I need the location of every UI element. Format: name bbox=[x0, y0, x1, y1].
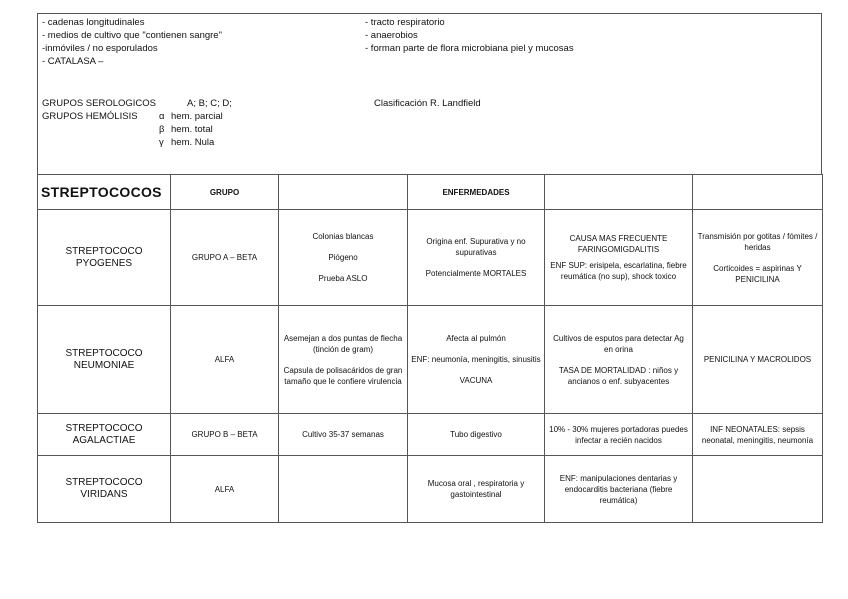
gamma-symbol: γ bbox=[159, 137, 164, 148]
hemolysis-type: hem. parcial bbox=[171, 111, 223, 122]
table-row bbox=[38, 414, 823, 456]
note-line: - anaerobios bbox=[365, 30, 418, 41]
species-name: STREPTOCOCO VIRIDANS bbox=[38, 456, 171, 523]
treatment-cell bbox=[693, 414, 823, 456]
disease-item: ENF: neumonía, meningitis, sinusitis bbox=[411, 355, 541, 364]
note-line: -inmóviles / no esporulados bbox=[42, 43, 158, 54]
feature-item: Piógeno bbox=[328, 253, 358, 262]
notes-cell bbox=[545, 210, 693, 306]
group-cell: ALFA bbox=[171, 306, 279, 414]
disease-item: Mucosa oral , respiratoria y gastointestinal bbox=[427, 479, 525, 499]
serologic-groups-label: GRUPOS SEROLOGICOS bbox=[42, 98, 157, 109]
table-row bbox=[38, 306, 823, 414]
treatment-cell bbox=[693, 306, 823, 414]
disease-item: Tubo digestivo bbox=[450, 430, 502, 439]
streptococci-table bbox=[37, 174, 823, 523]
characteristics-list-right bbox=[365, 16, 574, 55]
header-notes bbox=[37, 13, 822, 174]
species-name: STREPTOCOCO AGALACTIAE bbox=[38, 414, 171, 456]
group-header: GRUPO bbox=[171, 175, 279, 210]
note-line: - cadenas longitudinales bbox=[42, 17, 145, 28]
species-name: STREPTOCOCO NEUMONIAE bbox=[38, 306, 171, 414]
group-cell: ALFA bbox=[171, 456, 279, 523]
empty-header-cell bbox=[279, 175, 408, 210]
species-name: STREPTOCOCO PYOGENES bbox=[38, 210, 171, 306]
feature-item: Asemejan a dos puntas de flecha (tinción de gram) bbox=[283, 333, 403, 354]
table-title: STREPTOCOCOS bbox=[38, 175, 171, 210]
alpha-symbol: α bbox=[159, 111, 165, 122]
disease-item: Origina enf. Supurativa y no supurativas bbox=[426, 237, 526, 257]
diseases-cell bbox=[408, 414, 545, 456]
hemolysis-type: hem. Nula bbox=[171, 137, 215, 148]
diseases-cell bbox=[408, 306, 545, 414]
feature-item: Prueba ASLO bbox=[318, 274, 368, 283]
diseases-header: ENFERMEDADES bbox=[408, 175, 545, 210]
note-line: - CATALASA – bbox=[42, 56, 104, 67]
note-line: - medios de cultivo que "contienen sangre" bbox=[42, 30, 222, 41]
characteristics-list bbox=[42, 16, 222, 68]
beta-symbol: β bbox=[159, 124, 165, 135]
features-cell bbox=[279, 456, 408, 523]
diseases-cell bbox=[408, 456, 545, 523]
treatment-item: Transmisión por gotitas / fómites / heridas bbox=[697, 231, 818, 252]
document-sheet bbox=[37, 13, 822, 523]
empty-header-cell bbox=[545, 175, 693, 210]
features-cell bbox=[279, 306, 408, 414]
table-header-row bbox=[38, 175, 823, 210]
group-cell: GRUPO A – BETA bbox=[171, 210, 279, 306]
disease-item: VACUNA bbox=[459, 376, 493, 385]
note-line: - tracto respiratorio bbox=[365, 17, 445, 28]
note-line: - forman parte de flora microbiana piel y mucosas bbox=[365, 43, 574, 54]
serologic-types: A; B; C; D; bbox=[187, 98, 232, 109]
disease-item: Afecta al pulmón bbox=[446, 334, 506, 343]
features-cell bbox=[279, 414, 408, 456]
treatment-item: INF NEONATALES: sepsis neonatal, meningitis, neumonía bbox=[701, 424, 814, 445]
treatment-item: PENICILINA Y MACROLIDOS bbox=[703, 355, 812, 364]
classification-label: Clasificación R. Landfield bbox=[374, 98, 481, 109]
notes-cell bbox=[545, 414, 693, 456]
treatment-item: Corticoides = aspirinas Y PENICILINA bbox=[713, 263, 802, 284]
note-item: ENF: manipulaciones dentarias y endocarditis bacteriana (fiebre reumática) bbox=[559, 473, 678, 505]
table-row bbox=[38, 210, 823, 306]
note-item: Cultivos de esputos para detectar Ag en orina bbox=[553, 333, 684, 354]
notes-cell bbox=[545, 456, 693, 523]
hemolysis-type: hem. total bbox=[171, 124, 213, 135]
table-row bbox=[38, 456, 823, 523]
hemolysis-groups-label: GRUPOS HEMÓLISIS bbox=[42, 111, 138, 122]
note-item: CAUSA MAS FRECUENTE FARINGOMIGDALITIS bbox=[569, 234, 668, 254]
diseases-cell bbox=[408, 210, 545, 306]
group-cell: GRUPO B – BETA bbox=[171, 414, 279, 456]
features-cell bbox=[279, 210, 408, 306]
feature-item: Capsula de polisacáridos de gran tamaño que le confiere virulencia bbox=[283, 365, 403, 386]
treatment-cell bbox=[693, 456, 823, 523]
notes-cell bbox=[545, 306, 693, 414]
disease-item: Potencialmente MORTALES bbox=[425, 269, 527, 278]
note-item: 10% - 30% mujeres portadoras puedes infectar a recién nacidos bbox=[549, 424, 688, 445]
treatment-cell bbox=[693, 210, 823, 306]
note-item: ENF SUP: erisipela, escarlatina, fiebre reumática (no sup), shock toxico bbox=[550, 261, 687, 281]
empty-header-cell bbox=[693, 175, 823, 210]
feature-item: Cultivo 35-37 semanas bbox=[302, 430, 384, 439]
feature-item: Colonias blancas bbox=[312, 232, 374, 241]
note-item: TASA DE MORTALIDAD : niños y ancianos o enf. subyacentes bbox=[558, 365, 679, 386]
